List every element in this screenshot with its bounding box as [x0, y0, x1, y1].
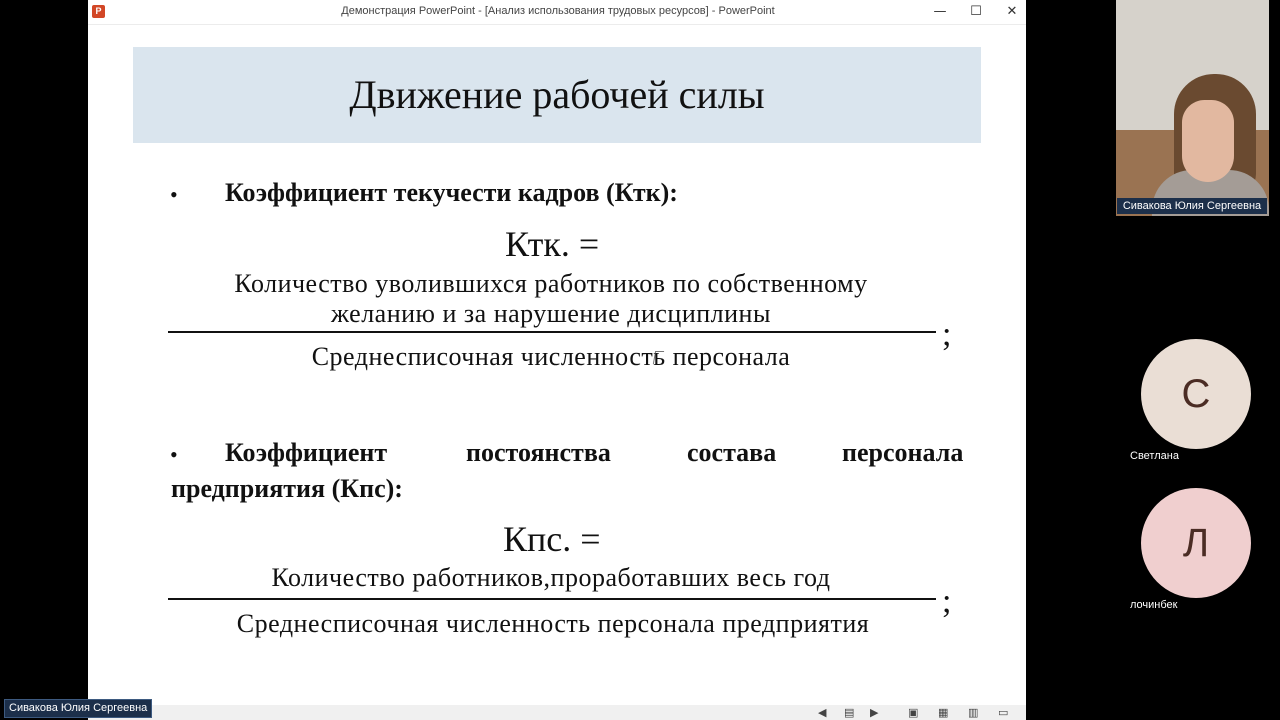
section2-formula-lhs: Кпс. =	[503, 519, 601, 559]
section1-semicolon: ;	[942, 316, 952, 353]
slideshow-icon[interactable]: ▭	[998, 706, 1009, 719]
section1-formula-lhs: Ктк. =	[505, 224, 600, 264]
next-slide-icon[interactable]: ▶	[870, 706, 879, 719]
section1-denominator: Среднесписочная численность персонала	[311, 342, 791, 371]
normal-view-icon[interactable]: ▣	[908, 706, 919, 719]
window-titlebar	[88, 0, 1026, 25]
slide-title-band	[133, 47, 981, 143]
bullet-icon: •	[170, 182, 178, 207]
section1-numerator-line2: желанию и за нарушение дисциплины	[331, 299, 771, 328]
section2-semicolon: ;	[942, 583, 952, 620]
reading-view-icon[interactable]: ▥	[968, 706, 979, 719]
section2-denominator: Среднесписочная численность персонала предприятия	[236, 609, 870, 638]
sorter-view-icon[interactable]: ▦	[938, 706, 949, 719]
window-title: Демонстрация PowerPoint - [Анализ использования трудовых ресурсов] - PowerPoint	[341, 5, 775, 17]
presenter-name-tag: Сивакова Юлия Сергеевна	[1117, 198, 1267, 214]
section1-numerator-line1: Количество уволившихся работников по собственному	[234, 269, 868, 298]
section2-heading-word-1: Коэффициент	[225, 438, 388, 467]
section2-heading-word-3: состава	[687, 438, 777, 467]
notes-icon[interactable]: ▤	[844, 706, 855, 719]
presenter-face	[1182, 100, 1234, 182]
bullet-icon: •	[170, 442, 178, 467]
participant-name-lochinbek: лочинбек	[1130, 599, 1178, 611]
minimize-button[interactable]: —	[933, 4, 947, 19]
slide[interactable]	[102, 25, 1014, 705]
section2-heading-line2: предприятия (Кпс):	[171, 474, 403, 503]
powerpoint-app-icon[interactable]: P	[92, 5, 105, 18]
prev-slide-icon[interactable]: ◀	[818, 706, 827, 719]
section2-numerator: Количество работников,проработавших весь год	[271, 563, 831, 592]
presenter-video[interactable]	[1116, 0, 1269, 216]
slide-title: Движение рабочей силы	[349, 72, 765, 117]
participant-name-svetlana: Светлана	[1130, 450, 1179, 462]
participant-avatar-svetlana[interactable]: С	[1141, 339, 1251, 449]
section2-heading-word-2: постоянства	[466, 438, 611, 467]
participant-avatar-lochinbek[interactable]: Л	[1141, 488, 1251, 598]
statusbar	[88, 705, 1026, 720]
section1-heading: Коэффициент текучести кадров (Ктк):	[225, 178, 678, 207]
section2-heading-word-4: персонала	[842, 438, 964, 467]
section2-fraction-bar	[168, 598, 936, 600]
close-button[interactable]: ✕	[1006, 4, 1018, 19]
section1-fraction-bar	[168, 331, 936, 333]
active-speaker-label: Сивакова Юлия Сергеевна	[4, 699, 152, 718]
powerpoint-window	[88, 0, 1026, 720]
maximize-button[interactable]: ☐	[970, 4, 982, 19]
